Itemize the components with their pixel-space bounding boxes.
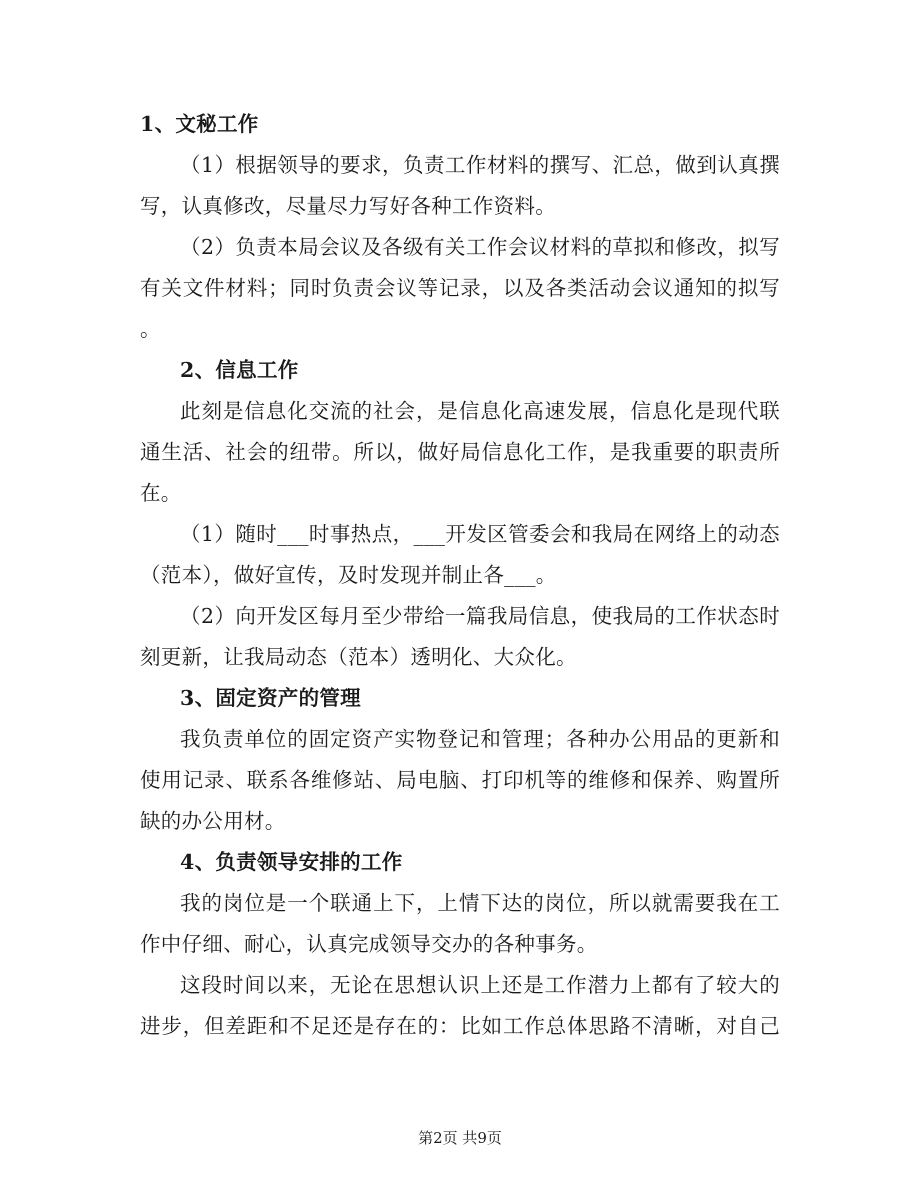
paragraph-line: 我的岗位是一个联通上下，上情下达的岗位，所以就需要我在工 xyxy=(180,891,780,915)
page-number-footer: 第2页 共9页 xyxy=(418,1129,502,1147)
paragraph-line: （范本），做好宣传，及时发现并制止各___。 xyxy=(140,563,557,587)
paragraph-line: 此刻是信息化交流的社会，是信息化高速发展，信息化是现代联 xyxy=(180,399,780,423)
paragraph-line: 这段时间以来，无论在思想认识上还是工作潜力上都有了较大的 xyxy=(180,973,780,997)
paragraph-line: 作中仔细、耐心，认真完成领导交办的各种事务。 xyxy=(140,932,598,956)
paragraph-line: 写，认真修改，尽量尽力写好各种工作资料。 xyxy=(140,194,556,218)
section-heading-secretarial: 1、文秘工作 xyxy=(140,112,259,136)
paragraph-line: 刻更新，让我局动态（范本）透明化、大众化。 xyxy=(140,645,577,669)
paragraph-line: （2）负责本局会议及各级有关工作会议材料的草拟和修改，拟写 xyxy=(180,235,780,259)
section-heading-information: 2、信息工作 xyxy=(180,358,299,382)
paragraph-line: （1）根据领导的要求，负责工作材料的撰写、汇总，做到认真撰 xyxy=(180,153,780,177)
paragraph-line: 进步，但差距和不足还是存在的：比如工作总体思路不清晰，对自己 xyxy=(140,1014,780,1038)
paragraph-line: 有关文件材料；同时负责会议等记录，以及各类活动会议通知的拟写 xyxy=(140,276,780,300)
section-heading-fixed-assets: 3、固定资产的管理 xyxy=(180,686,361,710)
paragraph-line: （2）向开发区每月至少带给一篇我局信息，使我局的工作状态时 xyxy=(180,604,780,628)
paragraph-line: 通生活、社会的纽带。所以，做好局信息化工作，是我重要的职责所 xyxy=(140,440,780,464)
paragraph-line: 我负责单位的固定资产实物登记和管理；各种办公用品的更新和 xyxy=(180,727,780,751)
paragraph-line: 。 xyxy=(140,317,161,341)
paragraph-line: 在。 xyxy=(140,481,182,505)
paragraph-line: 使用记录、联系各维修站、局电脑、打印机等的维修和保养、购置所 xyxy=(140,768,780,792)
paragraph-line: （1）随时___时事热点，___开发区管委会和我局在网络上的动态 xyxy=(180,522,780,546)
paragraph-line: 缺的办公用材。 xyxy=(140,809,286,833)
section-heading-leader-tasks: 4、负责领导安排的工作 xyxy=(180,850,403,874)
